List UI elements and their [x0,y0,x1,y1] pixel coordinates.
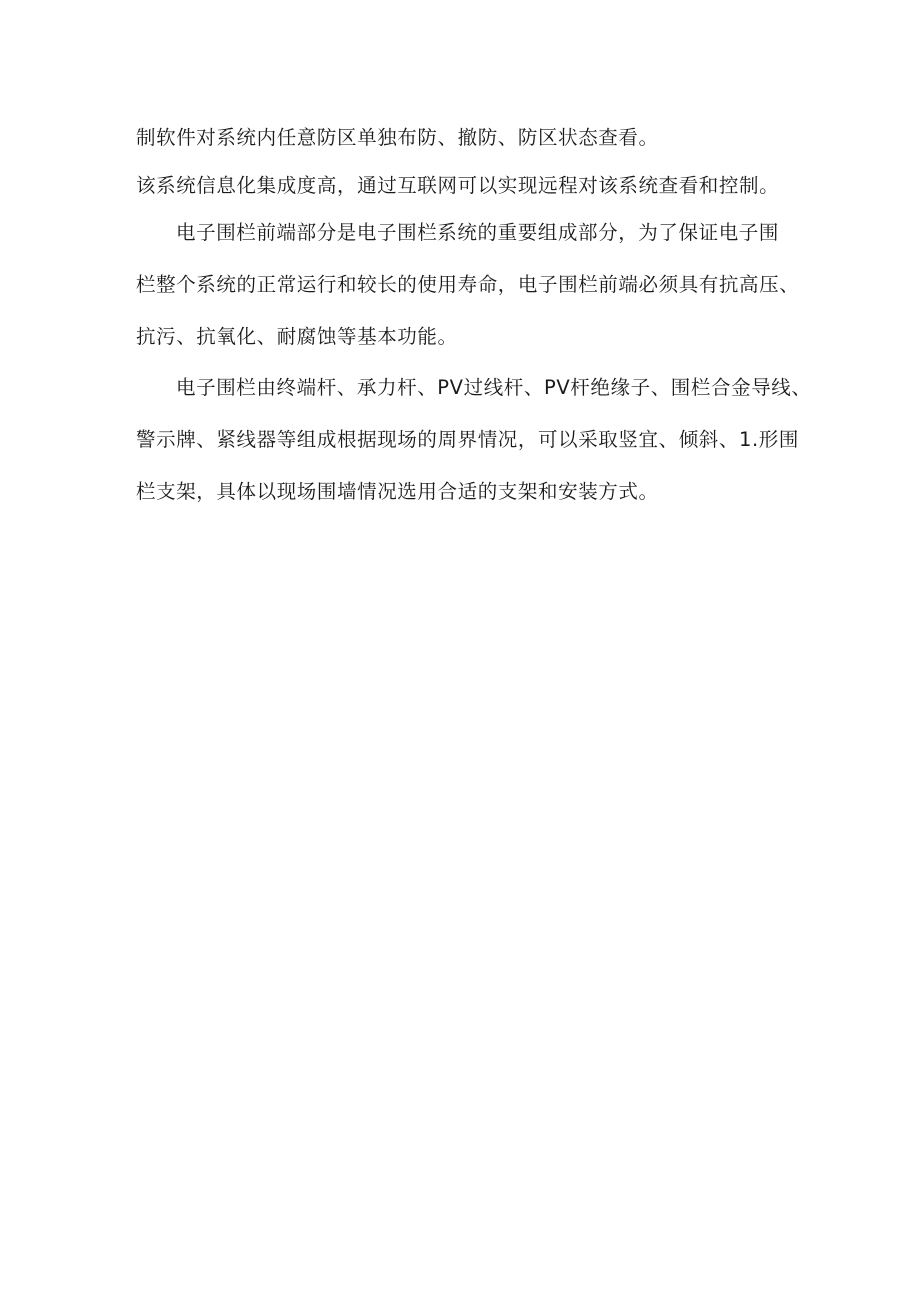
paragraph-1 [136,124,816,152]
text-line: 栏支架，具体以现场围墙情况选用合适的支架和安装方式。 [136,480,659,503]
paragraph-4 [136,374,816,506]
text-line: 电子围栏由终端杆、承力杆、PV过线杆、PV杆绝缘子、围栏合金导线、 [176,376,812,399]
text-line: 电子围栏前端部分是电子围栏系统的重要组成部分，为了保证电子围 [176,221,780,244]
paragraph-3 [136,219,816,351]
text-line: 栏整个系统的正常运行和较长的使用寿命，电子围栏前端必须具有抗高压、 [136,273,800,296]
text-line: 抗污、抗氧化、耐腐蚀等基本功能。 [136,325,458,348]
text-line: 警示牌、紧线器等组成根据现场的周界情况，可以采取竖宜、倾斜、1.形围 [136,428,800,451]
text-line: 制软件对系统内任意防区单独布防、撤防、防区状态查看。 [136,126,659,149]
text-line: 该系统信息化集成度高，通过互联网可以实现远程对该系统查看和控制。 [136,174,780,197]
document-body [136,124,816,506]
paragraph-2 [136,172,816,200]
